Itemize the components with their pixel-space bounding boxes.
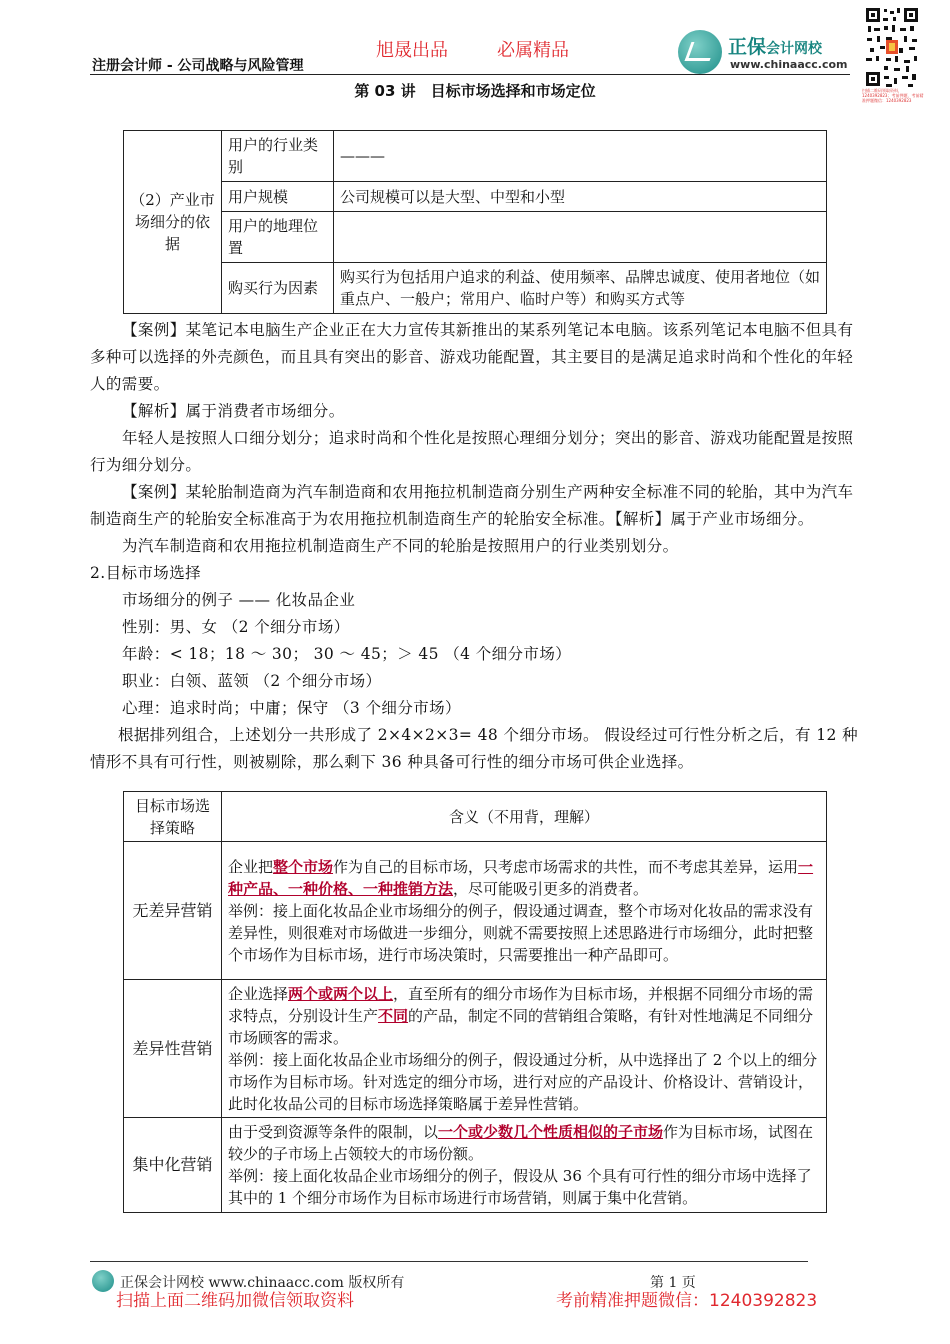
- desc-text: ，尽可能吸引更多的消费者。: [453, 879, 649, 898]
- strategy-example: 举例：接上面化妆品企业市场细分的例子，假设从 36 个具有可行性的细分市场中选择了其中的 1 个细分市场作为目标市场进行市场营销，则属于集中化营销。: [228, 1167, 812, 1207]
- footer-copyright: 正保会计网校 www.chinaacc.com 版权所有: [120, 1275, 405, 1291]
- lecture-title: 第 03 讲 目标市场选择和市场定位: [354, 82, 596, 100]
- key-phrase: 一种产品、一种价格、一种推销方法: [228, 857, 814, 898]
- section-heading: 2.目标市场选择: [90, 564, 201, 582]
- row-content: 购买行为包括用户追求的利益、使用频率、品牌忠诚度、使用者地位（如重点户、一般户；常用户、临时户等）和购买方式等: [334, 263, 827, 314]
- strategy-description: [222, 842, 827, 980]
- course-title: 注册会计师 - 公司战略与风险管理: [92, 58, 304, 74]
- row-content: ———: [334, 131, 827, 182]
- row-label: 用户规模: [222, 182, 334, 212]
- key-phrase: 两个或两个以上: [288, 984, 394, 1003]
- page-number: 第 1 页: [650, 1275, 696, 1291]
- slogan-left: 旭晟出品: [376, 40, 448, 61]
- key-phrase: 不同: [378, 1006, 409, 1025]
- header-divider: [90, 74, 850, 75]
- group-label: （2）产业市场细分的依据: [124, 131, 222, 314]
- desc-text: 的产品，制定不同的营销组合策略，有针对性地满足不同细分市场顾客的需求。: [228, 1006, 814, 1047]
- example-line: 性别：男、女 （2 个细分市场）: [122, 618, 350, 636]
- strategy-header: 目标市场选择策略: [124, 792, 222, 842]
- row-label: 用户的地理位置: [222, 212, 334, 263]
- desc-text: 作为目标市场，试图在较少的子市场上占领较大的市场份额。: [228, 1123, 814, 1163]
- row-content: 公司规模可以是大型、中型和小型: [334, 182, 827, 212]
- target-market-strategy-table: [123, 791, 827, 1213]
- row-label: 购买行为因素: [222, 263, 334, 314]
- desc-text: ，直至所有的细分市场作为目标市场，并根据不同细分市场的需求特点，分别设计生产: [228, 984, 814, 1025]
- desc-text: 由于受到资源等条件的限制，以: [228, 1123, 439, 1141]
- desc-text: 企业把: [228, 857, 274, 876]
- body-text: [90, 317, 862, 776]
- analysis-detail: 年轻人是按照人口细分划分；追求时尚和个性化是按照心理细分划分；突出的影音、游戏功能配置是按照行为细分划分。: [90, 429, 854, 474]
- strategy-description: [222, 1118, 827, 1213]
- qr-caption: 扫描二维码领取资料，1240392823；考前押题，考前精准押题微信：1240392823: [862, 88, 924, 103]
- footer-logo-icon: [92, 1270, 114, 1292]
- key-phrase: 整个市场: [273, 857, 334, 876]
- strategy-example: 举例：接上面化妆品企业市场细分的例子，假设通过分析，从中选择出了 2 个以上的细分市场作为目标市场。针对选定的细分市场，进行对应的产品设计、价格设计、营销设计，此时化妆品公司的目标市场选择策略属于差异性营销。: [228, 1050, 818, 1113]
- example-line: 年龄：< 18；18 ～ 30； 30 ～ 45；＞ 45 （4 个细分市场）: [122, 645, 572, 663]
- key-phrase: 一个或少数几个性质相似的子市场: [438, 1123, 664, 1141]
- brand-name: 正保: [728, 36, 767, 58]
- analysis-paragraph: 【解析】属于消费者市场细分。: [122, 402, 345, 420]
- brand-logo[interactable]: [678, 28, 858, 76]
- strategy-name: 无差异营销: [124, 842, 222, 980]
- wechat-promo-right: 考前精准押题微信：1240392823: [556, 1291, 818, 1311]
- analysis-detail: 为汽车制造商和农用拖拉机制造商生产不同的轮胎是按照用户的行业类别划分。: [122, 537, 679, 555]
- row-label: 用户的行业类别: [222, 131, 334, 182]
- example-line: 心理：追求时尚；中庸；保守 （3 个细分市场）: [122, 699, 461, 717]
- strategy-description: [222, 980, 827, 1118]
- brand-sub: 会计网校: [766, 41, 823, 57]
- qr-code-icon[interactable]: [864, 6, 920, 90]
- example-line: 职业：白领、蓝领 （2 个细分市场）: [122, 672, 382, 690]
- logo-icon: [678, 30, 722, 74]
- industrial-segmentation-table: [123, 130, 827, 314]
- meaning-header: 含义（不用背，理解）: [222, 792, 827, 842]
- slogan-right: 必属精品: [497, 40, 569, 61]
- combination-paragraph: 根据排列组合，上述划分一共形成了 2×4×2×3= 48 个细分市场。 假设经过可行性分析之后，有 12 种情形不具有可行性，则被剔除，那么剩下 36 种具备可行性的细分市场可供企业选择。: [90, 726, 859, 771]
- example-title: 市场细分的例子 —— 化妆品企业: [122, 591, 356, 609]
- desc-text: 企业选择: [228, 984, 289, 1003]
- case-paragraph: 【案例】某轮胎制造商为汽车制造商和农用拖拉机制造商分别生产两种安全标准不同的轮胎，其中为汽车制造商生产的轮胎安全标准高于为农用拖拉机制造商生产的轮胎安全标准。【解析】属于产业市场细分。: [90, 483, 854, 528]
- strategy-name: 差异性营销: [124, 980, 222, 1118]
- strategy-name: 集中化营销: [124, 1118, 222, 1213]
- row-content: [334, 212, 827, 263]
- brand-url: www.chinaacc.com: [730, 58, 848, 71]
- footer-divider: [90, 1261, 808, 1262]
- desc-text: 作为自己的目标市场，只考虑市场需求的共性，而不考虑其差异，运用: [333, 857, 799, 876]
- case-paragraph: 【案例】某笔记本电脑生产企业正在大力宣传其新推出的某系列笔记本电脑。该系列笔记本电脑不但具有多种可以选择的外壳颜色，而且具有突出的影音、游戏功能配置，其主要目的是满足追求时尚和个性化的年轻人的需要。: [90, 321, 854, 393]
- wechat-promo-left: 扫描上面二维码加微信领取资料: [116, 1291, 354, 1311]
- strategy-example: 举例：接上面化妆品企业市场细分的例子，假设通过调查，整个市场对化妆品的需求没有差异性，则很难对市场做进一步细分，则就不需要按照上述思路进行市场细分，此时把整个市场作为目标市场，进行市场决策时，只需要推出一种产品即可。: [228, 901, 814, 964]
